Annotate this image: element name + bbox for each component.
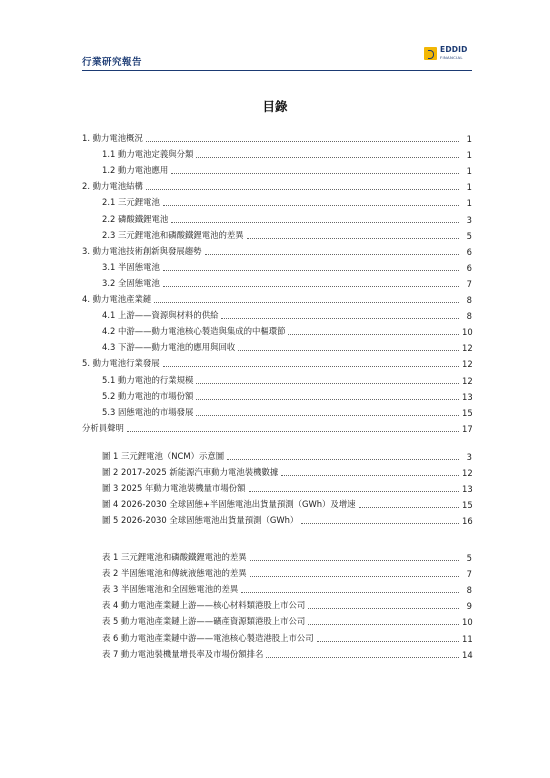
dot-leader bbox=[146, 141, 459, 142]
list-of-tables bbox=[82, 547, 472, 660]
toc-entry-page-number: 12 bbox=[462, 359, 473, 370]
table-entry-page-number: 9 bbox=[466, 601, 472, 612]
figure-entry-page-number: 15 bbox=[462, 500, 473, 511]
page-header bbox=[82, 44, 472, 70]
table-entry-text: 表 4 動力電池產業鏈上游——核心材料類港股上市公司 bbox=[102, 600, 306, 611]
dot-leader bbox=[163, 205, 459, 206]
toc-entry-page-number: 6 bbox=[466, 246, 472, 257]
dot-leader bbox=[317, 641, 459, 642]
toc-entry[interactable] bbox=[82, 369, 472, 385]
list-of-figures bbox=[82, 446, 472, 526]
dot-leader bbox=[238, 350, 459, 351]
report-type-label: 行業研究報告 bbox=[82, 57, 143, 68]
toc-entry-page-number: 10 bbox=[462, 327, 473, 338]
logo-mark-icon bbox=[424, 47, 437, 60]
toc-entry-text: 5.1 動力電池的行業規模 bbox=[102, 374, 194, 385]
toc-entry-page-number: 1 bbox=[466, 150, 472, 161]
toc-entry-text: 分析員聲明 bbox=[82, 422, 124, 433]
dot-leader bbox=[171, 173, 459, 174]
dot-leader bbox=[196, 399, 459, 400]
toc-entry[interactable] bbox=[82, 225, 472, 241]
toc-entry[interactable] bbox=[82, 402, 472, 418]
toc-entry[interactable] bbox=[82, 160, 472, 176]
toc-entry[interactable] bbox=[82, 128, 472, 144]
dot-leader bbox=[163, 366, 459, 367]
dot-leader bbox=[288, 334, 459, 335]
toc-entry[interactable] bbox=[82, 353, 472, 369]
dot-leader bbox=[227, 459, 459, 460]
table-entry-page-number: 7 bbox=[466, 569, 472, 580]
dot-leader bbox=[171, 222, 459, 223]
table-entry-page-number: 10 bbox=[462, 617, 473, 628]
figure-entry-page-number: 12 bbox=[462, 468, 473, 479]
logo-subtext: FINANCIAL bbox=[440, 55, 463, 60]
dot-leader bbox=[250, 576, 459, 577]
figure-entry[interactable] bbox=[82, 478, 472, 494]
toc-entry[interactable] bbox=[82, 192, 472, 208]
toc-entry[interactable] bbox=[82, 176, 472, 192]
toc-entry-text: 1. 動力電池概況 bbox=[82, 133, 143, 144]
toc-entry-text: 4.3 下游——動力電池的應用與回收 bbox=[102, 342, 236, 353]
table-entry-text: 表 2 半固態電池和傳統液態電池的差異 bbox=[102, 568, 247, 579]
header-divider bbox=[82, 70, 472, 71]
toc-entry[interactable] bbox=[82, 208, 472, 224]
toc-entry[interactable] bbox=[82, 337, 472, 353]
table-entry-text: 表 7 動力電池裝機量增長率及市場份額排名 bbox=[102, 648, 264, 659]
table-entry[interactable] bbox=[82, 611, 472, 627]
logo-text: EDDID bbox=[440, 45, 468, 54]
table-entry[interactable] bbox=[82, 595, 472, 611]
figure-entry[interactable] bbox=[82, 510, 472, 526]
dot-leader bbox=[301, 523, 459, 524]
toc-entry[interactable] bbox=[82, 144, 472, 160]
figure-entry-text: 圖 3 2025 年動力電池裝機量市場份額 bbox=[102, 483, 246, 494]
toc-entry-page-number: 15 bbox=[462, 407, 473, 418]
dot-leader bbox=[196, 383, 459, 384]
dot-leader bbox=[196, 415, 459, 416]
toc-entry[interactable] bbox=[82, 305, 472, 321]
dot-leader bbox=[308, 608, 459, 609]
toc-entry-page-number: 13 bbox=[462, 391, 473, 402]
dot-leader bbox=[154, 302, 459, 303]
toc-entry-page-number: 1 bbox=[466, 134, 472, 145]
toc-entry-page-number: 1 bbox=[466, 166, 472, 177]
table-entry-text: 表 6 動力電池產業鏈中游——電池核心製造港股上市公司 bbox=[102, 632, 314, 643]
figure-entry-page-number: 13 bbox=[462, 484, 473, 495]
table-entry-text: 表 5 動力電池產業鏈上游——礦產資源類港股上市公司 bbox=[102, 616, 306, 627]
dot-leader bbox=[221, 318, 459, 319]
toc-entry[interactable] bbox=[82, 386, 472, 402]
table-entry[interactable] bbox=[82, 579, 472, 595]
figure-entry[interactable] bbox=[82, 462, 472, 478]
toc-entry-text: 2.1 三元鋰電池 bbox=[102, 197, 160, 208]
toc-entry-page-number: 12 bbox=[462, 375, 473, 386]
toc-title: 目錄 bbox=[262, 99, 288, 114]
dot-leader bbox=[196, 157, 459, 158]
toc-entry-text: 1.2 動力電池應用 bbox=[102, 165, 169, 176]
dot-leader bbox=[308, 624, 459, 625]
dot-leader bbox=[250, 560, 459, 561]
toc-entry[interactable] bbox=[82, 273, 472, 289]
toc-entry-text: 5.2 動力電池的市場份額 bbox=[102, 390, 194, 401]
toc-entry[interactable] bbox=[82, 321, 472, 337]
toc-entry-page-number: 12 bbox=[462, 343, 473, 354]
table-entry-text: 表 1 三元鋰電池和磷酸鐵鋰電池的差異 bbox=[102, 552, 247, 563]
dot-leader bbox=[359, 507, 459, 508]
company-logo bbox=[424, 46, 472, 66]
figure-entry-text: 圖 4 2026-2030 全球固態+半固態電池出貨量預測（GWh）及增速 bbox=[102, 499, 356, 510]
toc-entry-page-number: 3 bbox=[466, 214, 472, 225]
table-entry[interactable] bbox=[82, 644, 472, 660]
figure-entry-text: 圖 2 2017-2025 新能源汽車動力電池裝機數據 bbox=[102, 467, 279, 478]
toc-entry-text: 4. 動力電池產業鏈 bbox=[82, 294, 152, 305]
toc-entry-page-number: 7 bbox=[466, 278, 472, 289]
dot-leader bbox=[266, 657, 459, 658]
dot-leader bbox=[163, 270, 459, 271]
dot-leader bbox=[146, 189, 459, 190]
toc-entry-page-number: 6 bbox=[466, 262, 472, 273]
toc-entry[interactable] bbox=[82, 289, 472, 305]
table-entry-page-number: 5 bbox=[466, 553, 472, 564]
figure-entry[interactable] bbox=[82, 494, 472, 510]
toc-entry-text: 1.1 動力電池定義與分類 bbox=[102, 149, 194, 160]
toc-entry-text: 3.2 全固態電池 bbox=[102, 277, 160, 288]
table-entry-page-number: 11 bbox=[462, 633, 473, 644]
table-entry[interactable] bbox=[82, 627, 472, 643]
toc-entry[interactable] bbox=[82, 241, 472, 257]
table-entry-text: 表 3 半固態電池和全固態電池的差異 bbox=[102, 584, 239, 595]
figure-entry-text: 圖 1 三元鋰電池（NCM）示意圖 bbox=[102, 451, 225, 462]
toc-entry-page-number: 5 bbox=[466, 230, 472, 241]
figure-entry[interactable] bbox=[82, 446, 472, 462]
dot-leader bbox=[205, 254, 459, 255]
dot-leader bbox=[281, 475, 459, 476]
toc-entry-text: 4.2 中游——動力電池核心製造與集成的中樞環節 bbox=[102, 326, 286, 337]
toc-entry-text: 3. 動力電池技術創新與發展趨勢 bbox=[82, 245, 202, 256]
table-entry[interactable] bbox=[82, 547, 472, 563]
table-entry[interactable] bbox=[82, 563, 472, 579]
table-entry-page-number: 8 bbox=[466, 585, 472, 596]
figure-entry-page-number: 16 bbox=[462, 516, 473, 527]
dot-leader bbox=[247, 238, 459, 239]
dot-leader bbox=[249, 491, 459, 492]
toc-entry-text: 2.2 磷酸鐵鋰電池 bbox=[102, 213, 169, 224]
toc-entry-text: 2.3 三元鋰電池和磷酸鐵鋰電池的差異 bbox=[102, 229, 244, 240]
table-of-contents bbox=[82, 128, 472, 434]
dot-leader bbox=[163, 286, 459, 287]
toc-entry-page-number: 1 bbox=[466, 198, 472, 209]
figure-entry-text: 圖 5 2026-2030 全球固態電池出貨量預測（GWh） bbox=[102, 515, 299, 526]
toc-entry-text: 5. 動力電池行業發展 bbox=[82, 358, 160, 369]
toc-entry-text: 4.1 上游——資源與材料的供給 bbox=[102, 310, 219, 321]
dot-leader bbox=[241, 592, 459, 593]
toc-entry-page-number: 17 bbox=[462, 423, 473, 434]
figure-entry-page-number: 3 bbox=[466, 452, 472, 463]
toc-entry[interactable] bbox=[82, 418, 472, 434]
dot-leader bbox=[127, 431, 459, 432]
toc-entry-page-number: 8 bbox=[466, 295, 472, 306]
toc-entry-text: 3.1 半固態電池 bbox=[102, 261, 160, 272]
table-entry-page-number: 14 bbox=[462, 649, 473, 660]
toc-entry-text: 5.3 固態電池的市場發展 bbox=[102, 406, 194, 417]
toc-entry-text: 2. 動力電池結構 bbox=[82, 181, 143, 192]
toc-entry-page-number: 8 bbox=[466, 311, 472, 322]
toc-entry-page-number: 1 bbox=[466, 182, 472, 193]
toc-entry[interactable] bbox=[82, 257, 472, 273]
